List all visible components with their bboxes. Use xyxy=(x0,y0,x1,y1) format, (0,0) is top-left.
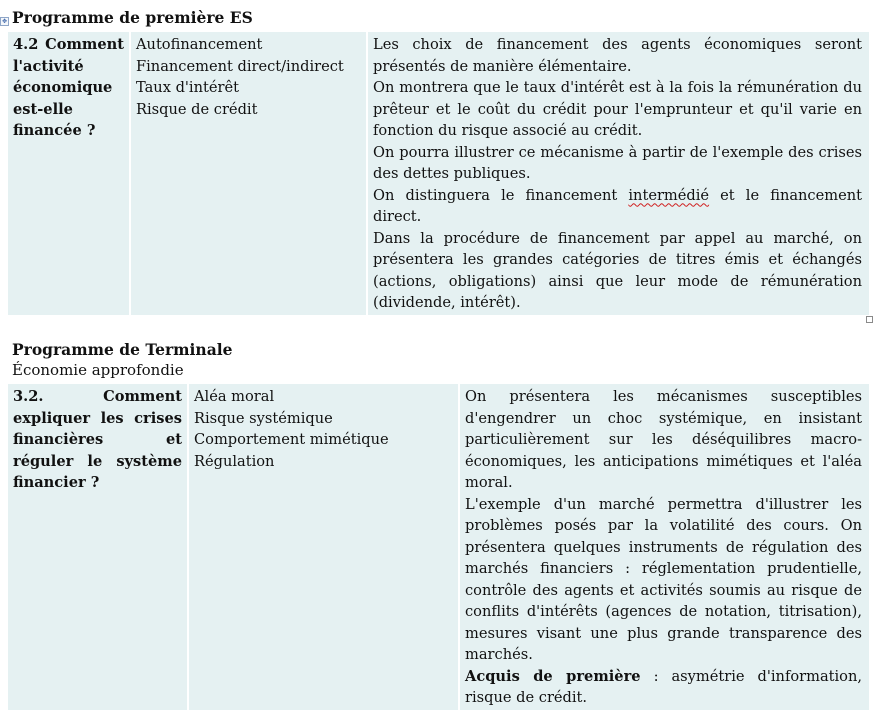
acquis-text: : asymétrie d'information, risque de crédit. xyxy=(465,667,863,706)
notions-cell xyxy=(130,31,367,316)
description-paragraph xyxy=(465,666,862,709)
description-paragraph: On montrera que le taux d'intérêt est à la fois la rémunération du prêteur et le coût du crédit pour l'emprunteur et qu'il varie en fonction du risque associé au crédit. xyxy=(373,79,862,139)
description-paragraph: Les choix de financement des agents économiques seront présentés de manière élémentaire. xyxy=(373,36,862,75)
notion-item: Risque de crédit xyxy=(136,100,258,118)
description-paragraph: On présentera les mécanismes susceptibles d'engendrer un choc systémique, en insistant particulièrement sur les déséquilibres macro-économiques, les anticipations mimétiques et l'aléa moral. xyxy=(465,388,862,491)
table-move-handle-icon[interactable]: ✥ xyxy=(1,18,8,25)
table-resize-handle-icon[interactable] xyxy=(866,316,873,323)
description-cell xyxy=(459,383,870,711)
description-cell xyxy=(367,31,870,316)
notion-item: Aléa moral xyxy=(194,388,275,405)
table-row xyxy=(7,383,870,711)
notions-cell xyxy=(188,383,459,711)
spellcheck-flagged-word[interactable]: intermédié xyxy=(628,186,710,204)
description-paragraph: On pourra illustrer ce mécanisme à partir de l'exemple des crises des dettes publiques. xyxy=(373,143,862,182)
programme-table-terminale xyxy=(6,382,871,712)
section-subtitle: Économie approfondie xyxy=(12,361,184,379)
table-row xyxy=(7,31,870,316)
text-span: et le financement direct. xyxy=(373,186,862,225)
acquis-label: Acquis de première xyxy=(465,667,641,685)
notion-item: Régulation xyxy=(194,452,275,470)
notion-item: Taux d'intérêt xyxy=(136,79,239,96)
description-paragraph: L'exemple d'un marché permettra d'illustrer les problèmes posés par la volatilité des cours. On présentera quelques instruments de régulation des marchés financiers : réglementation prudentielle, contrôle des agents et activités soumis au risque de conflits d'intérêts (agences de notation, titrisation), mesures visant une plus grande transparence des marchés. xyxy=(465,495,862,663)
notion-item: Financement direct/indirect xyxy=(136,57,344,75)
question-cell: 3.2. Comment expliquer les crises financières et réguler le système financier ? xyxy=(7,383,188,711)
question-cell: 4.2 Comment l'activité économique est-elle financée ? xyxy=(7,31,130,316)
notion-item: Autofinancement xyxy=(136,36,263,53)
notion-item: Risque systémique xyxy=(194,409,333,427)
description-paragraph: Dans la procédure de financement par appel au marché, on présentera les grandes catégories de titres émis et échangés (actions, obligations) ainsi que leur mode de rémunération (dividende, intérêt). xyxy=(373,229,862,311)
notion-item: Comportement mimétique xyxy=(194,431,389,448)
section-title-premiere: Programme de première ES xyxy=(12,8,253,27)
section-title-terminale: Programme de Terminale xyxy=(12,340,233,359)
programme-table-premiere xyxy=(6,30,871,317)
description-paragraph xyxy=(373,185,862,228)
text-span: On distinguera le financement xyxy=(373,186,629,204)
